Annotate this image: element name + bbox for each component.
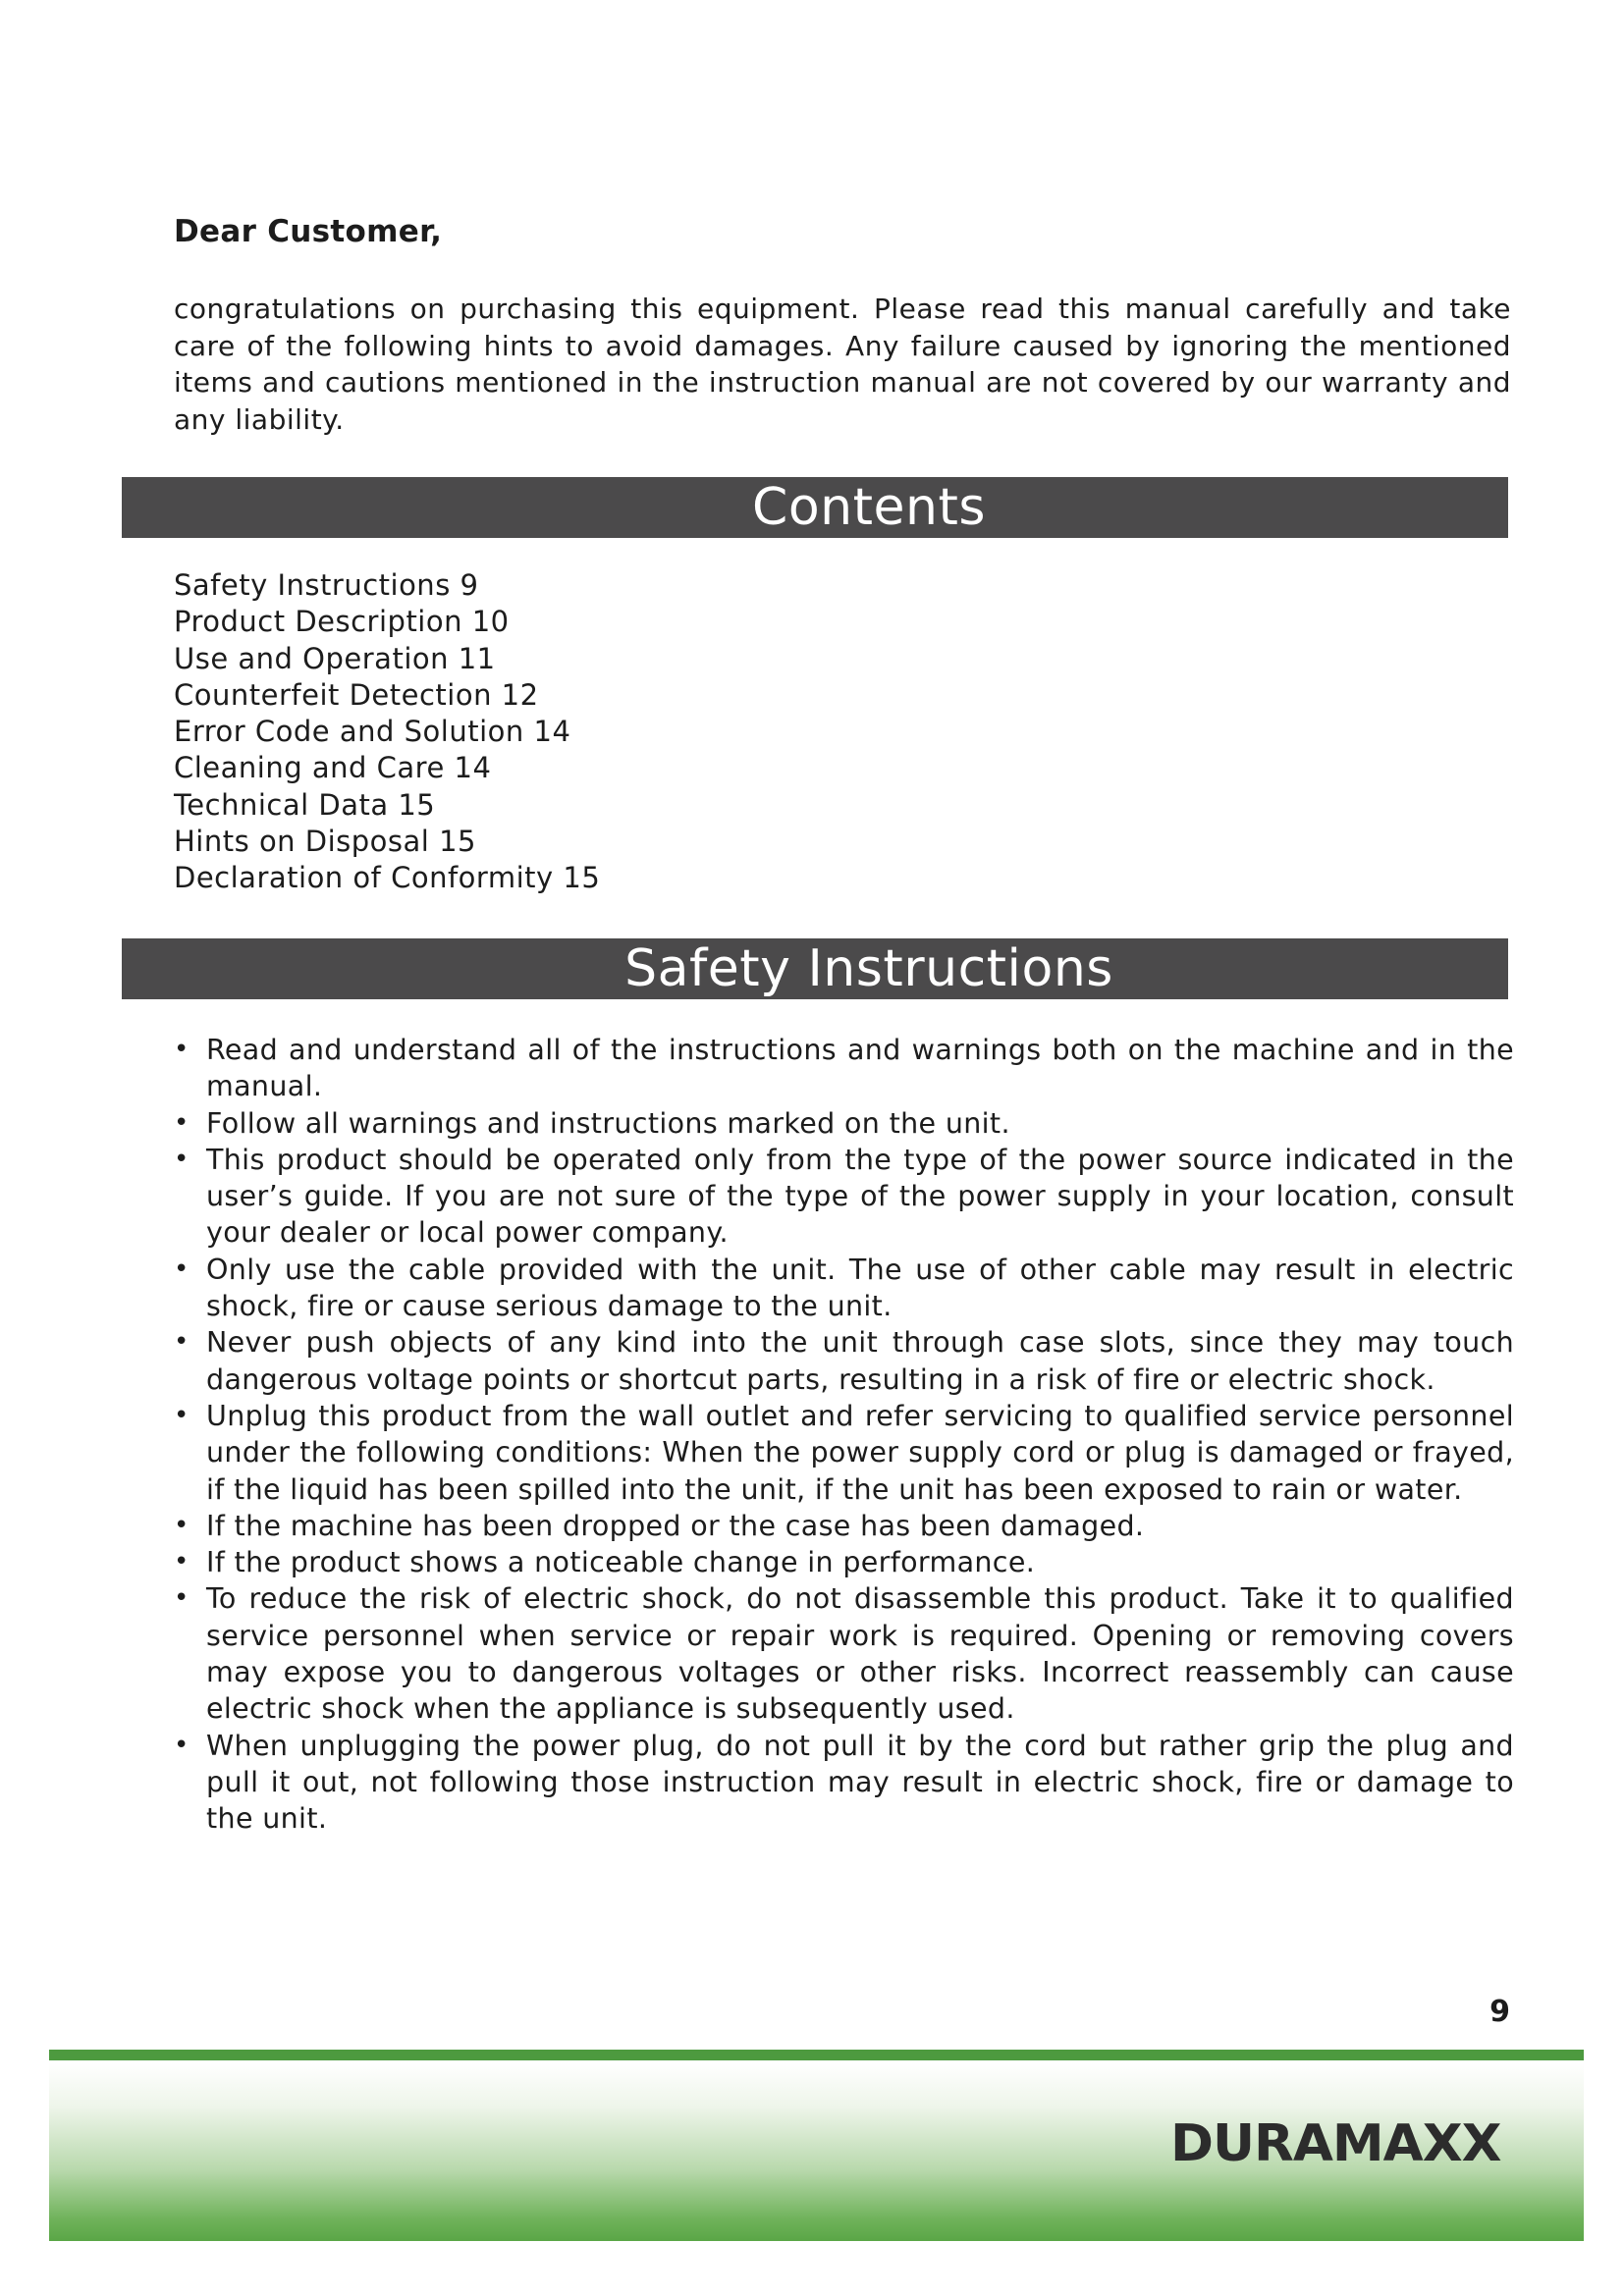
bullet-icon: • [174,1254,189,1284]
safety-item: • If the machine has been dropped or the case has been damaged. [206,1508,1514,1544]
toc-item: Declaration of Conformity 15 [174,861,601,895]
duramaxx-logo [1170,2112,1514,2175]
contents-header [122,477,1508,538]
safety-header [122,938,1508,999]
greeting: Dear Customer, [174,214,443,249]
safety-item: • Read and understand all of the instructions and warnings both on the machine and in the manual. [174,1034,1514,1103]
toc-item: Use and Operation 11 [174,641,496,675]
safety-item: • Unplug this product from the wall outlet and refer servicing to qualified service personnel under the following conditions: When the power supply cord or plug is damaged or frayed, if the liquid has been spilled into the unit, if the unit has been exposed to rain or water. [174,1399,1514,1506]
bullet-icon: • [174,1144,189,1174]
brand-name: DURAMAXX [1170,2114,1501,2173]
contents-title: Contents [752,478,986,537]
bullet-icon: • [174,1035,189,1064]
bullet-icon: • [174,1547,189,1577]
toc-item: Counterfeit Detection 12 [174,677,539,712]
safety-item: • Only use the cable provided with the unit. The use of other cable may result in electric shock, fire or cause serious damage to the unit. [174,1253,1514,1323]
toc-item: Cleaning and Care 14 [174,751,492,785]
table-of-contents [174,567,600,897]
intro-paragraph: congratulations on purchasing this equipment. Please read this manual carefully and take care of the following hints to avoid damages. Any failure caused by ignoring the mentioned items and cautions mentioned in the instruction manual are not covered by our warranty and any liability. [174,293,1511,436]
bullet-icon: • [174,1730,189,1760]
footer-divider [49,2050,1584,2060]
safety-instructions-list [174,1032,1514,1838]
bullet-icon: • [174,1327,189,1358]
safety-title: Safety Instructions [624,939,1113,998]
safety-item: • To reduce the risk of electric shock, do not disassemble this product. Take it to qualified service personnel when service or repair work is required. Opening or removing covers may expose you to dangerous voltages or other risks. Incorrect reassembly can cause electric shock when the appliance is subsequently used. [174,1582,1514,1726]
safety-item: • If the product shows a noticeable change in performance. [206,1544,1514,1580]
toc-item: Product Description 10 [174,605,510,639]
bullet-icon: • [174,1510,189,1540]
toc-item: Safety Instructions 9 [174,568,479,602]
safety-item: • When unplugging the power plug, do not pull it by the cord but rather grip the plug and pull it out, not following those instruction may result in electric shock, fire or damage to the unit. [174,1729,1514,1836]
safety-item: • Never push objects of any kind into the unit through case slots, since they may touch dangerous voltage points or shortcut parts, resulting in a risk of fire or electric shock. [174,1326,1514,1396]
bullet-icon: • [174,1583,189,1614]
toc-item: Error Code and Solution 14 [174,715,571,749]
safety-item: • Follow all warnings and instructions marked on the unit. [206,1105,1514,1142]
safety-item: • This product should be operated only from the type of the power source indicated in the user’s guide. If you are not sure of the type of the power supply in your location, consult your dealer or local power company. [174,1143,1514,1250]
toc-item: Hints on Disposal 15 [174,825,476,859]
bullet-icon: • [174,1107,189,1138]
bullet-icon: • [174,1400,189,1430]
toc-item: Technical Data 15 [174,787,436,822]
page-number: 9 [1489,1995,1510,2029]
